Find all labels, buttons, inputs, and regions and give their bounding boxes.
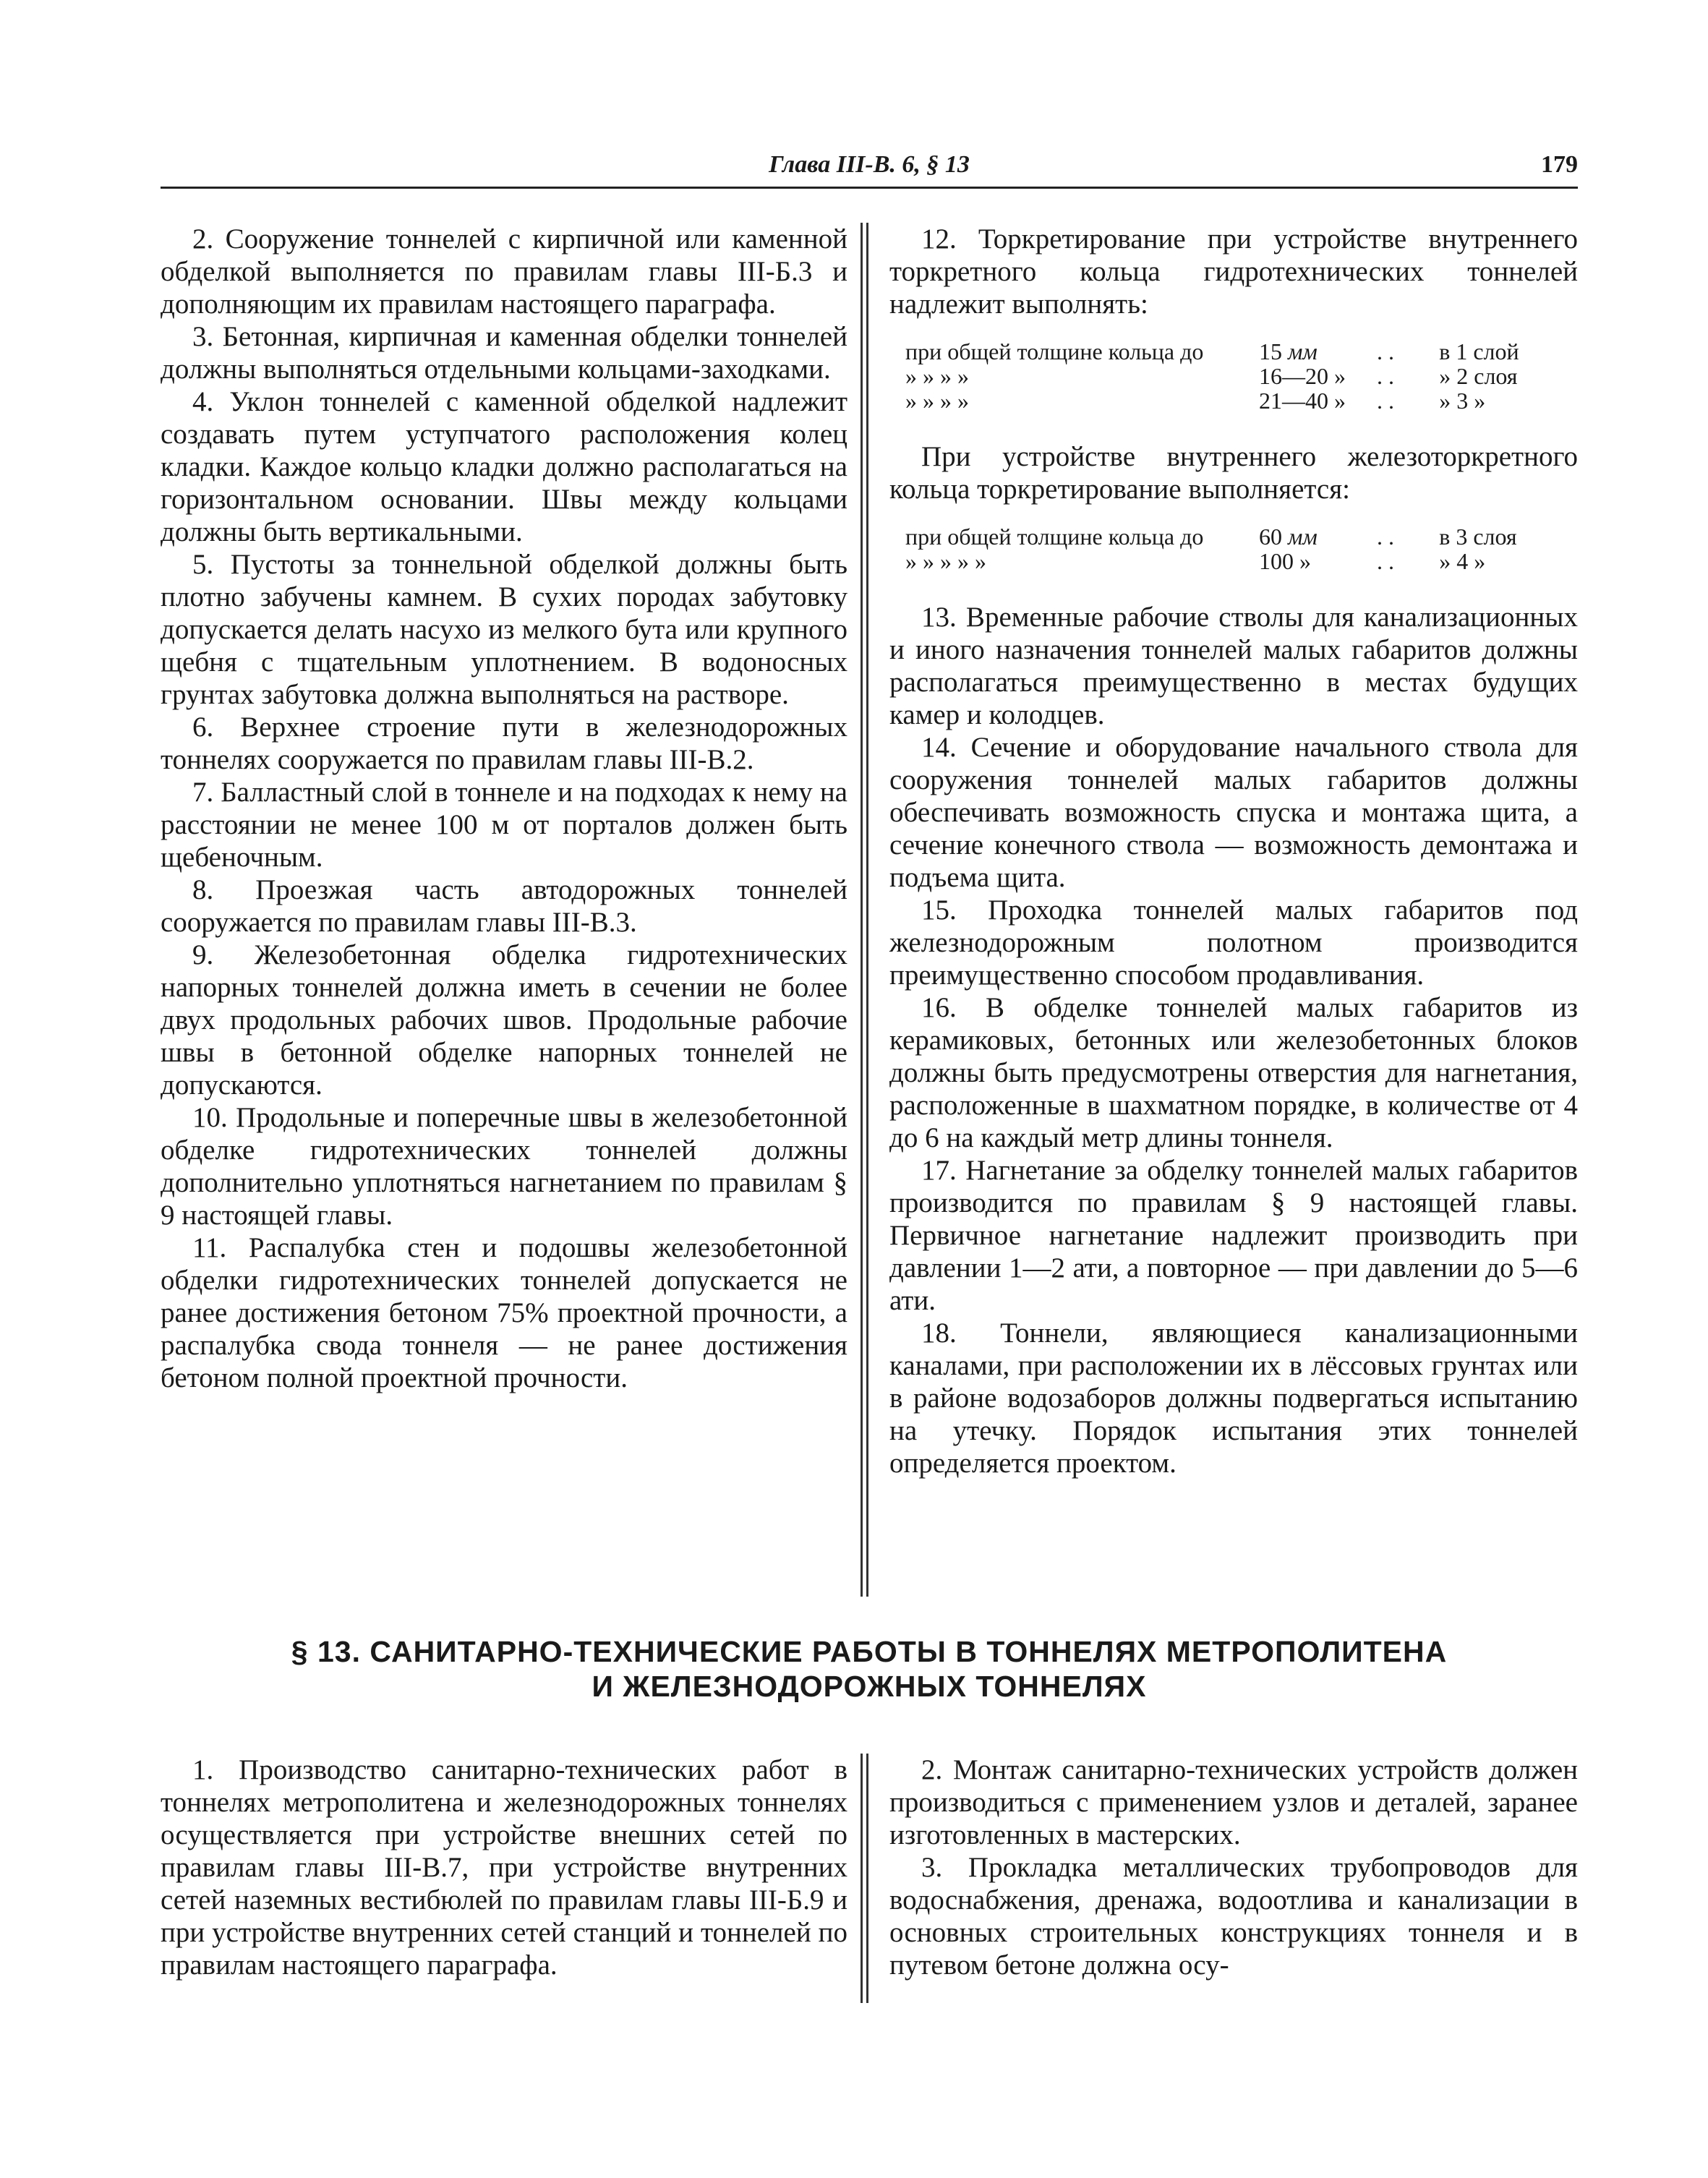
table-unit: » — [1333, 363, 1346, 389]
table-result: » 3 » — [1439, 388, 1486, 414]
layer-table-2 — [905, 524, 1578, 573]
section-heading-line-2: И ЖЕЛЕЗНОДОРОЖНЫХ ТОННЕЛЯХ — [592, 1670, 1147, 1703]
table-result: » 4 » — [1439, 548, 1486, 574]
paragraph-6: 6. Верхнее строение пути в железнодорожных тоннелях сооружается по правилам главы III-В.2. — [161, 712, 847, 775]
paragraph-10: 10. Продольные и поперечные швы в железобетонной обделке гидротехнических тоннелей должны дополнительно уплотняться нагнетанием по правилам § 9 настоящей главы. — [161, 1102, 847, 1231]
table-unit: » — [1333, 388, 1346, 414]
paragraph-7: 7. Балластный слой в тоннеле и на подходах к нему на расстоянии не менее 100 м от порталов должен быть щебеночным. — [161, 777, 847, 873]
table-result: » 2 слоя — [1439, 363, 1518, 389]
table-row — [905, 549, 1578, 573]
page-number: 179 — [1541, 151, 1578, 178]
paragraph-8: 8. Проезжая часть автодорожных тоннелей сооружается по правилам главы III-В.3. — [161, 874, 847, 938]
paragraph-18: 18. Тоннели, являющиеся канализационными каналами, при расположении их в лёссовых грунтах или в районе водозаборов должны подвергаться испытанию на утечку. Порядок испытания этих тоннелей определяется проектом. — [889, 1318, 1578, 1479]
left-column-top — [161, 223, 847, 1394]
table-unit: » — [1299, 548, 1311, 574]
paragraph-17: 17. Нагнетание за обделку тоннелей малых габаритов производится по правилам § 9 настоящей главы. Первичное нагнетание надлежит производить при давлении 1—2 ати, а повторное — при давлении до 5—6 ати. — [889, 1155, 1578, 1316]
right-column-bottom — [889, 1754, 1578, 1981]
table-dots: . . — [1376, 388, 1394, 414]
paragraph-13: 13. Временные рабочие стволы для канализационных и иного назначения тоннелей малых габаритов должны располагаться преимущественно в местах будущих камер и колодцев. — [889, 602, 1578, 730]
paragraph-12b: При устройстве внутреннего железоторкретного кольца торкретирование выполняется: — [889, 441, 1578, 505]
table-row — [905, 339, 1578, 364]
table-label: при общей толщине кольца до — [905, 338, 1204, 364]
table-value: 15 — [1258, 338, 1282, 364]
paragraph-15: 15. Проходка тоннелей малых габаритов под железнодорожным полотном производится преимущественно способом продавливания. — [889, 894, 1578, 991]
paragraph-4: 4. Уклон тоннелей с каменной обделкой надлежит создавать путем уступчатого расположения колец кладки. Каждое кольцо кладки должно располагаться на горизонтальном основании. Швы между кольцами должны быть вертикальными. — [161, 386, 847, 547]
table-unit: мм — [1287, 338, 1318, 364]
layer-table-1 — [905, 339, 1578, 413]
table-result: в 1 слой — [1439, 338, 1519, 364]
paragraph-12: 12. Торкретирование при устройстве внутреннего торкретного кольца гидротехнических тоннелей надлежит выполнять: — [889, 223, 1578, 320]
table-value: 100 — [1258, 548, 1294, 574]
table-dots: . . — [1376, 548, 1394, 574]
column-divider — [866, 1754, 868, 2003]
paragraph-3: 3. Бетонная, кирпичная и каменная обделки тоннелей должны выполняться отдельными кольцами-заходками. — [161, 321, 847, 385]
table-value: 16—20 — [1258, 363, 1328, 389]
section-paragraph-3: 3. Прокладка металлических трубопроводов для водоснабжения, дренажа, водоотлива и канализации в основных строительных конструкциях тоннеля и в путевом бетоне должна осу- — [889, 1852, 1578, 1981]
table-dots: . . — [1376, 338, 1394, 364]
page-header — [161, 148, 1578, 183]
section-paragraph-2: 2. Монтаж санитарно-технических устройств должен производиться с применением узлов и деталей, заранее изготовленных в мастерских. — [889, 1754, 1578, 1850]
header-rule — [161, 187, 1578, 189]
running-head: Глава III-В. 6, § 13 — [769, 151, 970, 178]
section-heading — [161, 1634, 1578, 1704]
table-label: » » » » — [905, 363, 969, 389]
paragraph-14: 14. Сечение и оборудование начального ствола для сооружения тоннелей малых габаритов должны обеспечивать возможность спуска и монтажа щита, а сечение конечного ствола — возможность демонтажа и подъема щита. — [889, 732, 1578, 893]
table-dots: . . — [1376, 524, 1394, 550]
table-row — [905, 388, 1578, 413]
table-dots: . . — [1376, 363, 1394, 389]
left-column-bottom — [161, 1754, 847, 1981]
paragraph-2: 2. Сооружение тоннелей с кирпичной или каменной обделкой выполняется по правилам главы III-Б.3 и дополняющим их правилам настоящего параграфа. — [161, 223, 847, 320]
paragraph-11: 11. Распалубка стен и подошвы железобетонной обделки гидротехнических тоннелей допускается не ранее достижения бетоном 75% проектной прочности, а распалубка свода тоннеля — не ранее достижения бетоном полной проектной прочности. — [161, 1232, 847, 1393]
right-column-top — [889, 223, 1578, 1479]
paragraph-16: 16. В обделке тоннелей малых габаритов из керамиковых, бетонных или железобетонных блоков должны быть предусмотрены отверстия для нагнетания, расположенные в шахматном порядке, в количестве от 4 до 6 на каждый метр длины тоннеля. — [889, 992, 1578, 1153]
table-value: 60 — [1258, 524, 1282, 550]
column-divider — [861, 223, 863, 1597]
table-unit: мм — [1287, 524, 1318, 550]
paragraph-9: 9. Железобетонная обделка гидротехнических напорных тоннелей должна иметь в сечении не более двух продольных рабочих швов. Продольные рабочие швы в бетонной обделке напорных тоннелей не допускаются. — [161, 939, 847, 1101]
table-value: 21—40 — [1258, 388, 1328, 414]
table-result: в 3 слоя — [1439, 524, 1517, 550]
table-label: » » » » » — [905, 548, 986, 574]
column-divider — [861, 1754, 863, 2003]
column-divider — [866, 223, 868, 1597]
section-paragraph-1: 1. Производство санитарно-технических работ в тоннелях метрополитена и железнодорожных тоннелях осуществляется при устройстве внешних сетей по правилам главы III-В.7, при устройстве внутренних сетей наземных вестибюлей по правилам главы III-Б.9 и при устройстве внутренних сетей станций и тоннелей по правилам настоящего параграфа. — [161, 1754, 847, 1981]
table-label: при общей толщине кольца до — [905, 524, 1204, 550]
table-row — [905, 364, 1578, 388]
paragraph-5: 5. Пустоты за тоннельной обделкой должны быть плотно забучены камнем. В сухих породах забутовку допускается делать насухо из мелкого бута или крупного щебня с тщательным уплотнением. В водоносных грунтах забутовка должна выполняться на растворе. — [161, 549, 847, 710]
table-label: » » » » — [905, 388, 969, 414]
section-heading-line-1: § 13. САНИТАРНО-ТЕХНИЧЕСКИЕ РАБОТЫ В ТОННЕЛЯХ МЕТРОПОЛИТЕНА — [291, 1635, 1448, 1668]
table-row — [905, 524, 1578, 549]
